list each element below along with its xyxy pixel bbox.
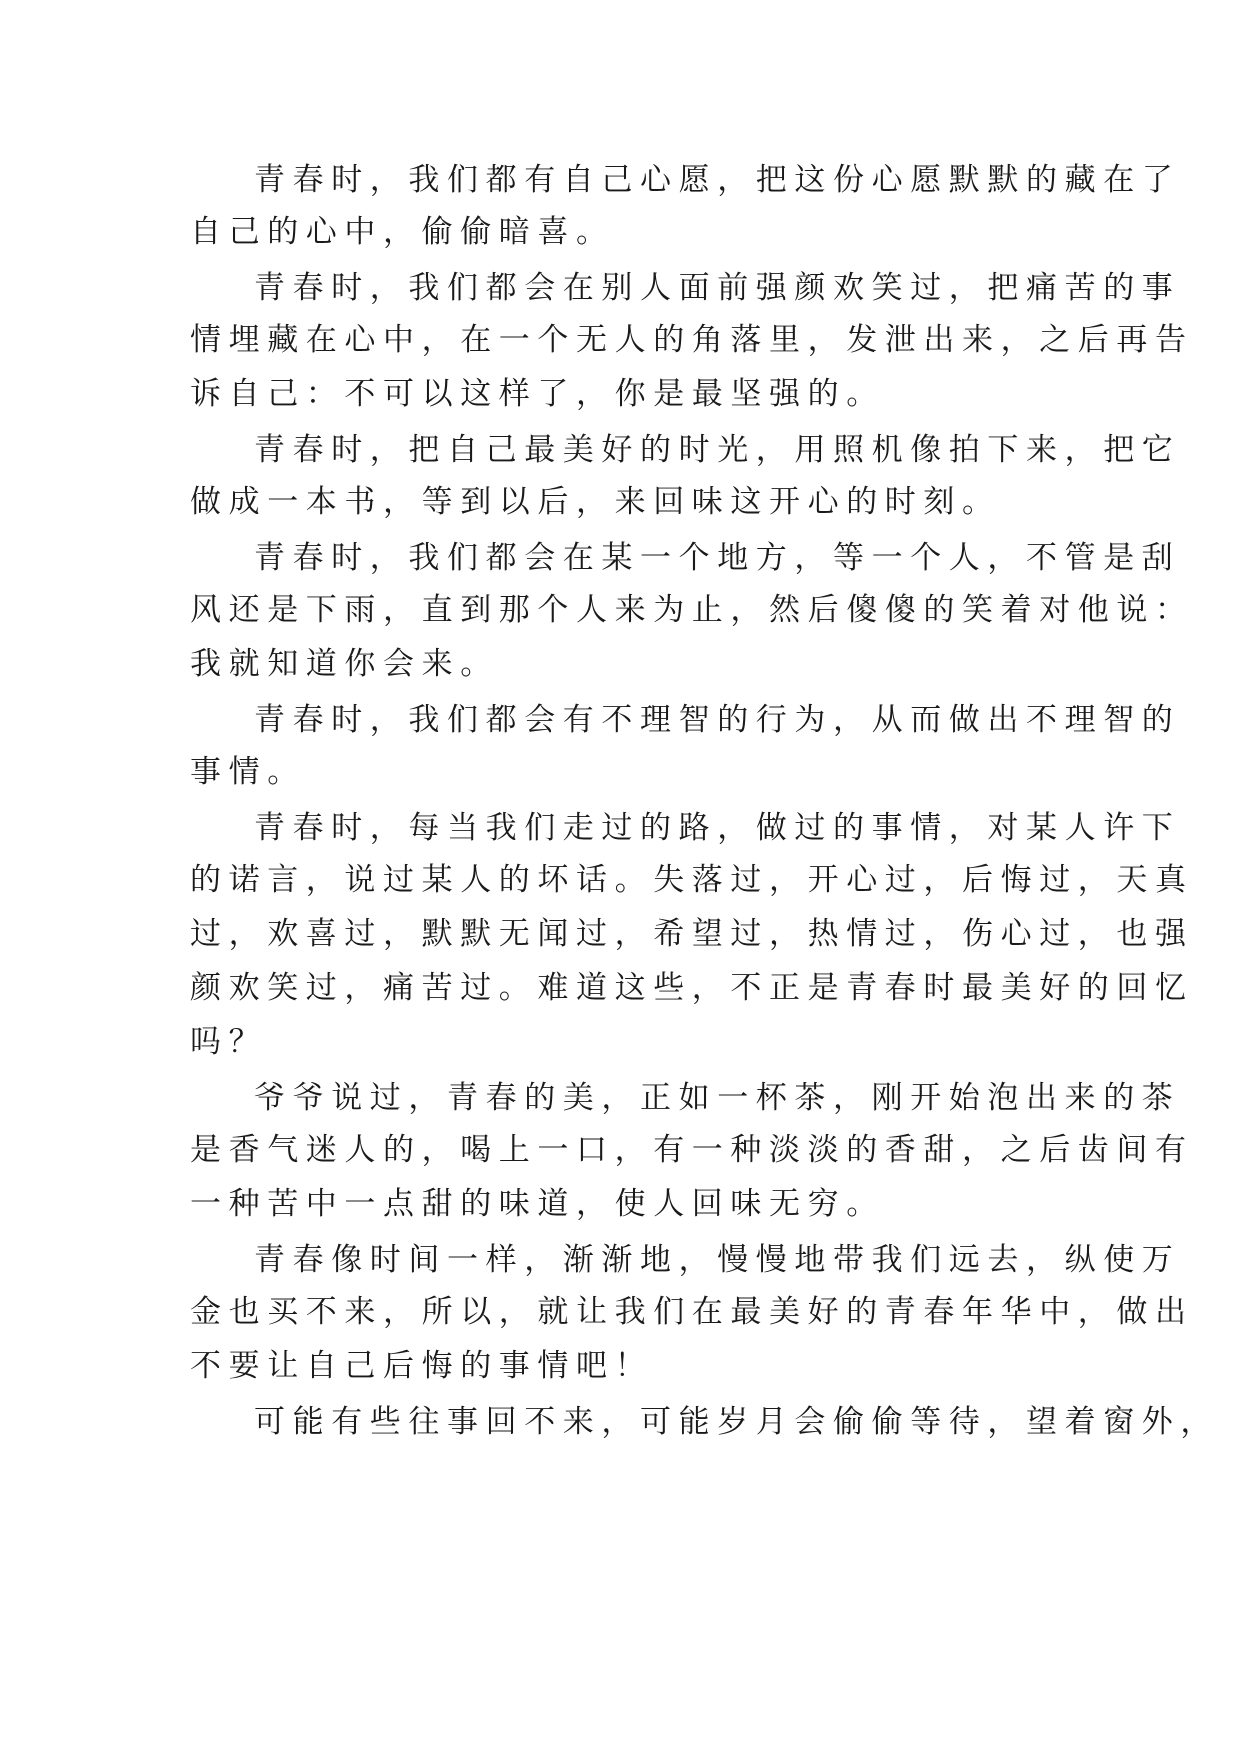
text-line: 做成一本书，等到以后，来回味这开心的时刻。 <box>190 484 1001 520</box>
text-line: 颜欢笑过，痛苦过。难道这些，不正是青春时最美好的回忆 <box>190 970 1194 1006</box>
text-line: 金也买不来，所以，就让我们在最美好的青春年华中，做出 <box>190 1294 1194 1330</box>
text-line: 事情。 <box>190 754 306 790</box>
text-line: 情埋藏在心中，在一个无人的角落里，发泄出来，之后再告 <box>190 322 1194 358</box>
text-line: 吗？ <box>190 1024 268 1060</box>
text-line: 青春像时间一样，渐渐地，慢慢地带我们远去，纵使万 <box>254 1242 1181 1278</box>
text-line: 一种苦中一点甜的味道，使人回味无穷。 <box>190 1186 885 1222</box>
text-line: 的诺言，说过某人的坏话。失落过，开心过，后悔过，天真 <box>190 862 1194 898</box>
text-line: 爷爷说过，青春的美，正如一杯茶，刚开始泡出来的茶 <box>254 1080 1181 1116</box>
text-line: 不要让自己后悔的事情吧！ <box>190 1348 654 1384</box>
text-line: 青春时，我们都会有不理智的行为，从而做出不理智的 <box>254 702 1181 738</box>
text-line: 青春时，我们都会在某一个地方，等一个人，不管是刮 <box>254 540 1181 576</box>
text-line: 青春时，我们都有自己心愿，把这份心愿默默的藏在了 <box>254 162 1181 198</box>
text-line: 是香气迷人的，喝上一口，有一种淡淡的香甜，之后齿间有 <box>190 1132 1194 1168</box>
text-line: 青春时，把自己最美好的时光，用照机像拍下来，把它 <box>254 432 1181 468</box>
text-line: 风还是下雨，直到那个人来为止，然后傻傻的笑着对他说： <box>190 592 1194 628</box>
text-line: 青春时，我们都会在别人面前强颜欢笑过，把痛苦的事 <box>254 270 1181 306</box>
text-line: 过，欢喜过，默默无闻过，希望过，热情过，伤心过，也强 <box>190 916 1194 952</box>
text-line: 诉自己：不可以这样了，你是最坚强的。 <box>190 376 885 412</box>
text-line: 可能有些往事回不来，可能岁月会偷偷等待，望着窗外， <box>254 1404 1219 1440</box>
text-line: 我就知道你会来。 <box>190 646 499 682</box>
text-line: 青春时，每当我们走过的路，做过的事情，对某人许下 <box>254 810 1181 846</box>
text-line: 自己的心中，偷偷暗喜。 <box>190 214 615 250</box>
